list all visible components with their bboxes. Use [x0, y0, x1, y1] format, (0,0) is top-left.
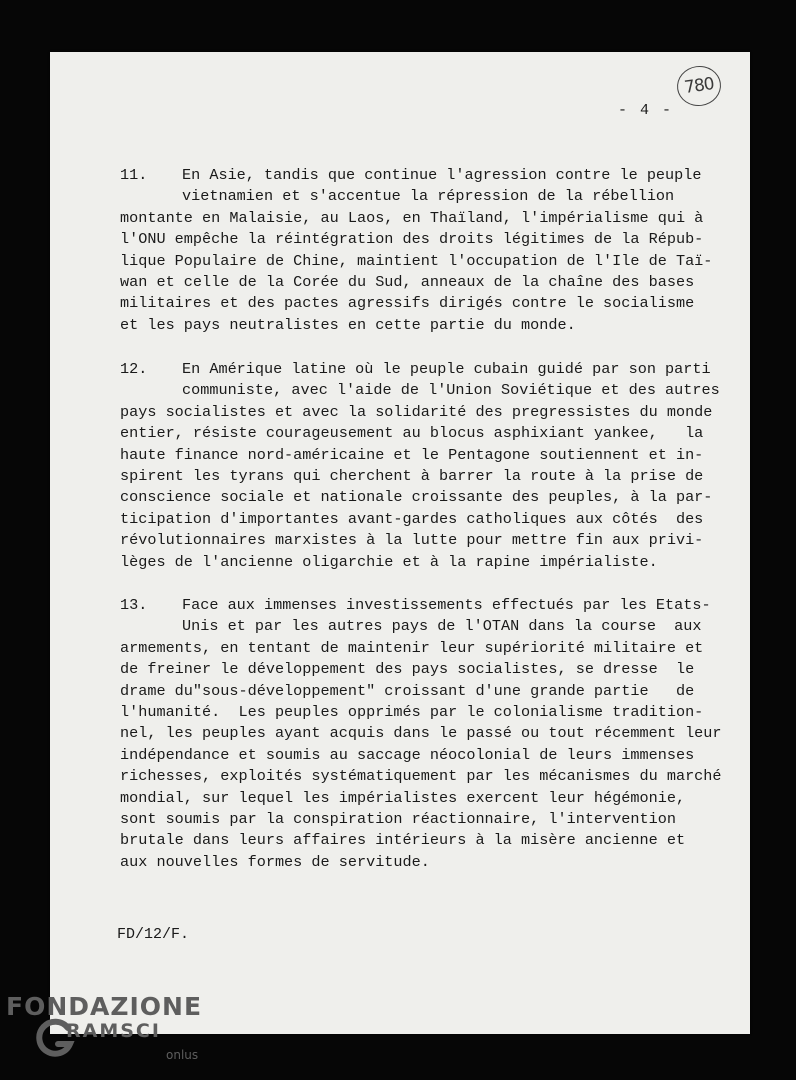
text-line: sont soumis par la conspiration réactionnaire, l'intervention	[120, 809, 676, 828]
text-line: wan et celle de la Corée du Sud, anneaux de la chaîne des bases	[120, 272, 695, 291]
text-line: nel, les peuples ayant acquis dans le passé ou tout récemment leur	[120, 724, 722, 743]
fondazione-gramsci-watermark	[6, 992, 206, 1072]
text-line: ticipation d'importantes avant-gardes catholiques aux côtés des	[120, 509, 704, 528]
text-line: révolutionnaires marxistes à la lutte pour mettre fin aux privi-	[120, 531, 704, 550]
text-line: indépendance et soumis au saccage néocolonial de leurs immenses	[120, 745, 695, 764]
text-line: drame du"sous-développement" croissant d'une grande partie de	[120, 681, 695, 700]
paragraph-13	[120, 595, 720, 873]
watermark-subtitle: RAMSCI	[66, 1020, 161, 1042]
text-line: lèges de l'ancienne oligarchie et à la rapine impérialiste.	[120, 552, 658, 571]
text-line: l'ONU empêche la réintégration des droits légitimes de la Répub-	[120, 230, 704, 249]
text-line: Unis et par les autres pays de l'OTAN dans la course aux	[182, 617, 702, 636]
archive-number: 780	[683, 74, 715, 98]
text-line: conscience sociale et nationale croissante des peuples, à la par-	[120, 488, 713, 507]
paragraph-number: 12.	[120, 360, 148, 378]
text-line: spirent les tyrans qui cherchent à barrer la route à la prise de	[120, 466, 704, 485]
paragraph-11	[120, 165, 720, 336]
page-number: - 4 -	[618, 102, 674, 119]
text-line: mondial, sur lequel les impérialistes exercent leur hégémonie,	[120, 788, 686, 807]
text-line: vietnamien et s'accentue la répression de la rébellion	[182, 187, 675, 206]
text-line: communiste, avec l'aide de l'Union Soviétique et des autres	[182, 381, 720, 400]
document-reference: FD/12/F.	[117, 926, 190, 943]
text-line: aux nouvelles formes de servitude.	[120, 852, 430, 871]
paragraph-first-line: 12. En Amérique latine où le peuple cubain guidé par son parti	[120, 359, 720, 380]
paragraph-first-line: 11. En Asie, tandis que continue l'agression contre le peuple	[120, 165, 720, 186]
text-line: richesses, exploités systématiquement par les mécanismes du marché	[120, 767, 722, 786]
paragraph-number: 13.	[120, 596, 148, 614]
text-line: montante en Malaisie, au Laos, en Thaïland, l'impérialisme qui à	[120, 208, 704, 227]
text-line: militaires et des pactes agressifs dirigés contre le socialisme	[120, 294, 695, 313]
watermark-title: FONDAZIONE	[6, 992, 203, 1021]
paragraph-first-line: 13. Face aux immenses investissements effectués par les Etats-	[120, 595, 720, 616]
watermark-suffix: onlus	[166, 1048, 199, 1062]
text-line: entier, résiste courageusement au blocus asphixiant yankee, la	[120, 424, 704, 443]
paragraph-number: 11.	[120, 166, 148, 184]
text-line: l'humanité. Les peuples opprimés par le colonialisme tradition-	[120, 702, 704, 721]
text-line: brutale dans leurs affaires intérieurs à la misère ancienne et	[120, 831, 686, 850]
text-line: armements, en tentant de maintenir leur supériorité militaire et	[120, 638, 704, 657]
text-line: haute finance nord-américaine et le Pentagone soutiennent et in-	[120, 445, 704, 464]
paragraph-12	[120, 359, 720, 573]
text-line: pays socialistes et avec la solidarité des pregressistes du monde	[120, 402, 713, 421]
text-line: et les pays neutralistes en cette partie du monde.	[120, 315, 576, 334]
text-line: lique Populaire de Chine, maintient l'occupation de l'Ile de Taï-	[120, 251, 713, 270]
text-line: de freiner le développement des pays socialistes, se dresse le	[120, 660, 695, 679]
